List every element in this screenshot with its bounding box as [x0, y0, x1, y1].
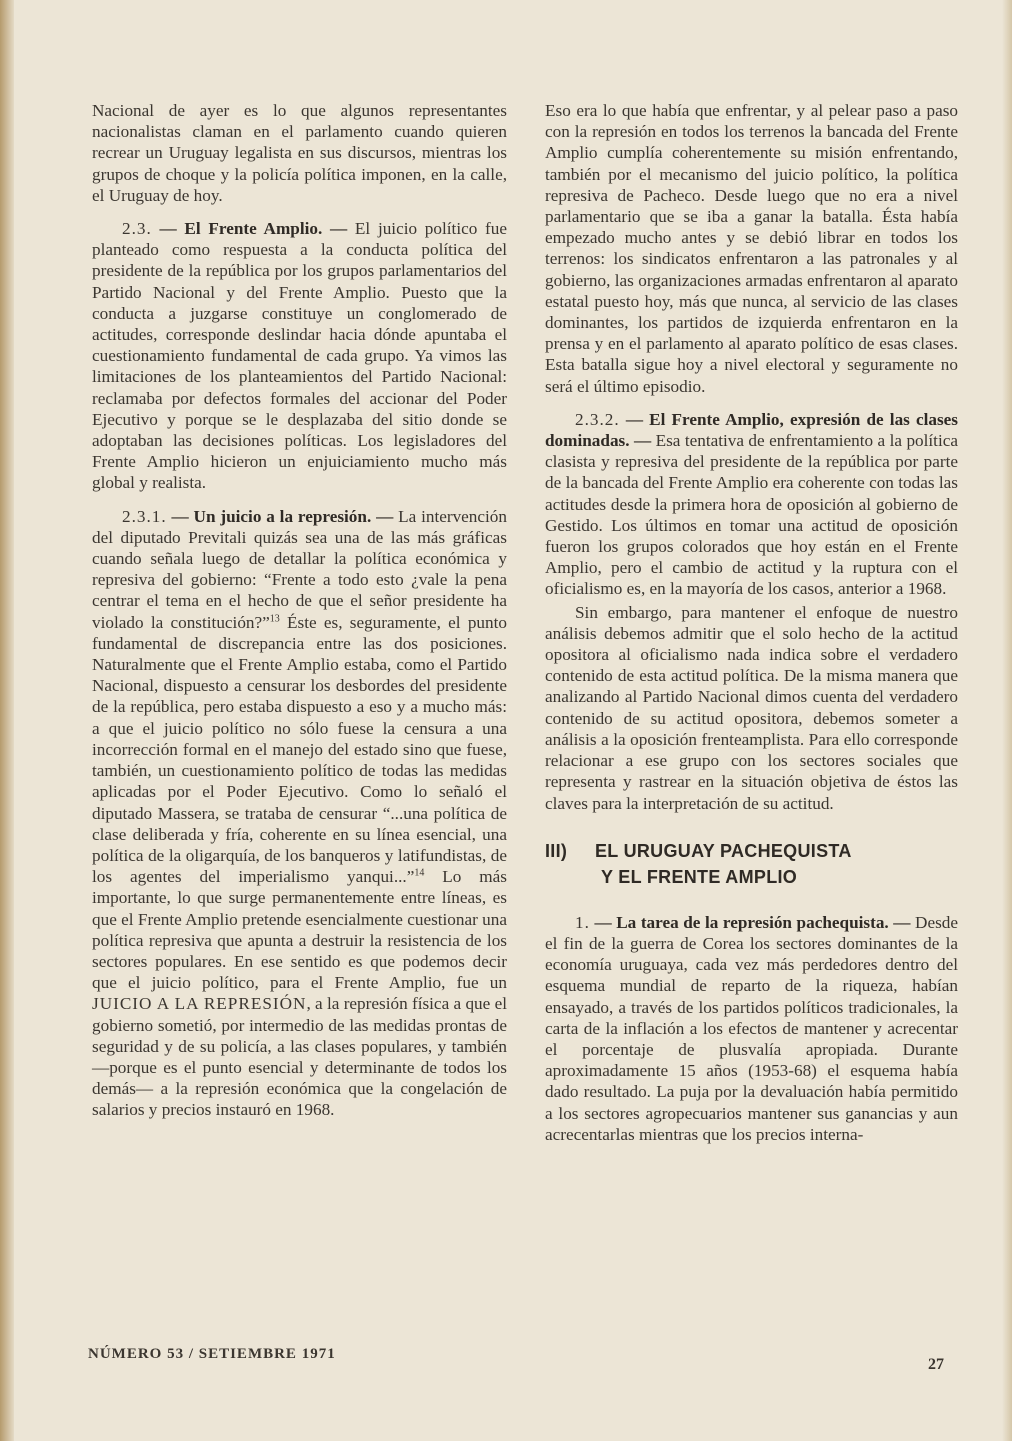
section-number: 2.3.: [122, 219, 152, 239]
section-number: 2.3.2.: [575, 409, 620, 429]
issue-footer: NÚMERO 53 / SETIEMBRE 1971: [88, 1346, 336, 1362]
section-2-3-1: [92, 506, 507, 1121]
emphasis-caps: JUICIO A LA REPRESIÓN: [92, 994, 307, 1014]
chapter-heading: [545, 838, 958, 890]
page-edge-left: [0, 0, 14, 1441]
paragraph-intro-left: Nacional de ayer es lo que algunos representantes nacionalistas claman en el parlamento cuando quieren recrear un Uruguay legalista en sus discursos, mientras los grupos de choque y la policía política imponen, en la calle, el Uruguay de hoy.: [92, 101, 507, 205]
section-1: [545, 912, 958, 1145]
section-body: El juicio político fue planteado como respuesta a la conducta política del presidente de la república por los grupos parlamentarios del Partido Nacional y del Frente Amplio. Puesto que la conducta a juzgarse constituye un conglomerado de actitudes, corresponde deslindar hacia dónde apuntaba el cuestionamiento fundamental de cada grupo. Ya vimos las limitaciones de los planteamientos del Partido Nacional: reclamaba por defectos formales del accionar del Poder Ejecutivo y porque se le desplazaba del sitio donde se adoptaban las decisiones políticas. Los legisladores del Frente Amplio hicieron un enjuiciamiento mucho más global y realista.: [92, 219, 507, 493]
section-title: — El Frente Amplio. —: [159, 219, 348, 239]
section-body-c: Lo más importante, lo que surge permanentemente entre líneas, es que el Frente Amplio pretende esencialmente cuestionar una política represiva que apunta a destruir la resistencia de los sectores populares. En ese sentido es que podemos decir que el juicio político, para el Frente Amplio, fue un: [92, 867, 507, 993]
section-body: Esa tentativa de enfrentamiento a la política clasista y represiva del presidente de la república por parte de la bancada del Frente Amplio era coherente con todas las actitudes desde la primera hora de oposición al gobierno de Gestido. Los últimos en tomar una actitud de oposición fueron los grupos colorados que hoy están en el Frente Amplio, pero el cambio de actitud y la ruptura con el oficialismo es, en la mayoría de los casos, anterior a 1968.: [545, 431, 958, 599]
section-2-3-2: [545, 409, 958, 600]
section-title: — La tarea de la represión pachequista. —: [594, 912, 911, 932]
section-number: 2.3.1.: [122, 506, 167, 526]
left-column: [92, 100, 507, 1133]
chapter-title-line1: EL URUGUAY PACHEQUISTA: [595, 840, 852, 861]
section-body-b: Éste es, seguramente, el punto fundamental de discrepancia entre las dos posiciones. Naturalmente que el Frente Amplio estaba, como el Partido Nacional, dispuesto a censurar los desbordes del presidente de la república, pero estaba dispuesto a eso y a mucho más: a que el juicio político no sólo fuese la censura a una incorrección formal en el manejo del estado sino que fuese, también, un cuestionamiento político de todas las medidas aplicadas por el Poder Ejecutivo. Como lo señaló el diputado Massera, se trataba de censurar “...una política de clase deliberada y fría, coherente en su línea esencial, una política de la oligarquía, de los banqueros y latifundistas, de los agentes del imperialismo yanqui...”: [92, 612, 507, 887]
section-number: 1.: [575, 912, 590, 932]
paragraph-intro-right: Eso era lo que había que enfrentar, y al pelear paso a paso con la represión en todos los terrenos la bancada del Frente Amplio cumplía coherentemente su misión enfrentando, también por el mecanismo del juicio político, la política represiva de Pacheco. Desde luego que no era a nivel parlamentario que se iba a ganar la batalla. Ésta había empezado mucho antes y se debió librar en todos los terrenos: los sindicatos enfrentaron a las patronales y al gobierno, las organizaciones armadas enfrentaron al aparato estatal puesto hoy, más que nunca, al servicio de las clases dominantes, los partidos de izquierda enfrentaron en la prensa y en el parlamento al aparato político de esas clases. Esta batalla sigue hoy a nivel electoral y seguramente no será el último episodio.: [545, 101, 958, 396]
section-title: — El Frente Amplio, expresión de las clases dominadas. —: [545, 409, 958, 451]
paragraph-analysis: Sin embargo, para mantener el enfoque de nuestro análisis debemos admitir que el solo hecho de la actitud opositora al oficialismo nada indica sobre el verdadero contenido de esta actitud política. De la misma manera que analizando al Partido Nacional dimos cuenta del verdadero contenido de su actitud opositora, debemos someter a análisis a la oposición frenteamplista. Para ello corresponde relacionar a ese grupo con los sectores sociales que representa y rastrear en la situación objetiva de éstos las claves para la interpretación de su actitud.: [545, 602, 958, 813]
page-number: 27: [928, 1356, 944, 1373]
section-body-a: La intervención del diputado Previtali quizás sea una de las más gráficas cuando señala luego de detallar la política económica y represiva del gobierno: “Frente a todo esto ¿vale la pena centrar el tema en el hecho de que el señor presidente ha violado la constitución?”: [92, 506, 507, 632]
section-title: — Un juicio a la represión. —: [171, 506, 394, 526]
footnote-ref-13: 13: [269, 612, 280, 624]
section-2-3: [92, 218, 507, 494]
right-column: [545, 100, 958, 1157]
page-edge-right: [1002, 0, 1012, 1441]
footnote-ref-14: 14: [414, 867, 425, 879]
chapter-title-line2: Y EL FRENTE AMPLIO: [601, 866, 798, 887]
chapter-number: III): [545, 840, 568, 861]
section-body: Desde el fin de la guerra de Corea los sectores dominantes de la economía uruguaya, cada vez más perdedores dentro del esquema mundial de reparto de la riqueza, habían ensayado, a través de los partidos políticos tradicionales, la carta de la inflación a los efectos de mantener y acrecentar el porcentaje de plusvalía apropiada. Durante aproximadamente 15 años (1953-68) el esquema había dado resultado. La puja por la devaluación había permitido a los sectores agropecuarios mantener sus ganancias y aun acrecentarlas mientras que los precios interna-: [545, 912, 958, 1144]
section-body-d: , a la represión física a que el gobierno sometió, por intermedio de las medidas prontas de seguridad y de su policía, a las clases populares, y también —porque es el punto esencial y determinante de todos los demás— a la represión económica que la congelación de salarios y precios instauró en 1968.: [92, 994, 507, 1120]
